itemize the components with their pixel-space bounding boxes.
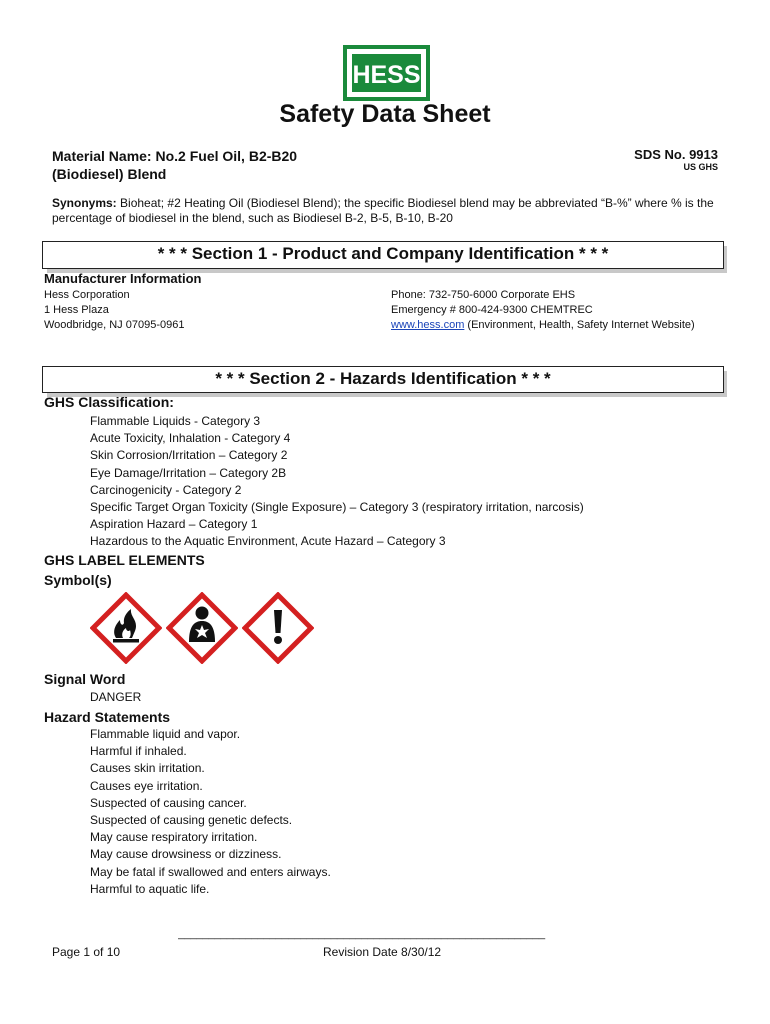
section1-header [42, 241, 724, 269]
flame-pictogram-icon [90, 592, 162, 664]
list-item: May cause drowsiness or dizziness. [90, 847, 282, 862]
list-item: Specific Target Organ Toxicity (Single Exposure) – Category 3 (respiratory irritation, narcosis) [90, 500, 584, 515]
symbols-heading: Symbol(s) [44, 572, 112, 588]
hazard-statements-heading: Hazard Statements [44, 709, 171, 725]
list-item: Harmful if inhaled. [90, 744, 187, 759]
address-line: Hess Corporation [44, 289, 130, 301]
page-number: Page 1 of 10 [52, 945, 121, 959]
list-item: Acute Toxicity, Inhalation - Category 4 [90, 431, 291, 446]
list-item: Causes skin irritation. [90, 761, 205, 776]
material-name [52, 147, 297, 183]
page-title: Safety Data Sheet [279, 100, 491, 128]
health-hazard-pictogram-icon [166, 592, 238, 664]
list-item: May be fatal if swallowed and enters airways. [90, 864, 331, 879]
section1-title: * * * Section 1 - Product and Company Identification * * * [157, 244, 609, 263]
list-item: Causes eye irritation. [90, 778, 203, 793]
signal-word-heading: Signal Word [44, 671, 126, 687]
ghs-classification-heading: GHS Classification: [44, 394, 174, 410]
revision-date: Revision Date 8/30/12 [323, 945, 442, 959]
emergency-phone: Emergency # 800-424-9300 CHEMTREC [391, 304, 593, 316]
synonyms-label: Synonyms: [52, 196, 117, 210]
list-item: Aspiration Hazard – Category 1 [90, 517, 258, 532]
hazard-statements-list [90, 726, 331, 898]
list-item: Harmful to aquatic life. [90, 881, 210, 896]
list-item: Flammable liquid and vapor. [90, 727, 241, 741]
synonyms-text: Bioheat; #2 Heating Oil (Biodiesel Blend); the specific Biodiesel blend may be abbreviated “B-%” where % is the percentage of biodiesel in the blend, such as Biodiesel B-2, B-5, B-10, B-20 [52, 196, 714, 225]
list-item: May cause respiratory irritation. [90, 830, 258, 845]
logo-text: HESS [352, 61, 421, 89]
section2-title: * * * Section 2 - Hazards Identification * * * [215, 369, 551, 388]
classification-list [90, 413, 584, 551]
manufacturer-address [44, 288, 184, 333]
material-name-line2: (Biodiesel) Blend [52, 166, 167, 182]
list-item: Suspected of causing cancer. [90, 795, 247, 810]
sds-number: SDS No. 9913 [634, 147, 718, 162]
website-link[interactable]: www.hess.com [391, 319, 465, 331]
exclamation-pictogram-icon [242, 592, 314, 664]
hess-logo [343, 45, 430, 101]
manufacturer-heading: Manufacturer Information [44, 271, 202, 286]
list-item: Suspected of causing genetic defects. [90, 813, 293, 828]
list-item: Hazardous to the Aquatic Environment, Acute Hazard – Category 3 [90, 534, 446, 549]
list-item: Flammable Liquids - Category 3 [90, 414, 261, 428]
list-item: Eye Damage/Irritation – Category 2B [90, 465, 287, 480]
address-line: Woodbridge, NJ 07095-0961 [44, 319, 185, 331]
website [391, 318, 695, 333]
label-elements-heading: GHS LABEL ELEMENTS [44, 552, 205, 568]
website-desc: (Environment, Health, Safety Internet Website) [464, 319, 695, 331]
footer-rule: ____________________________________________________________ [178, 928, 546, 940]
list-item: Carcinogenicity - Category 2 [90, 482, 242, 497]
address-line: 1 Hess Plaza [44, 304, 109, 316]
synonyms [52, 196, 724, 226]
list-item: Skin Corrosion/Irritation – Category 2 [90, 448, 288, 463]
sds-standard: US GHS [683, 162, 718, 172]
contact-info [391, 288, 695, 333]
phone: Phone: 732-750-6000 Corporate EHS [391, 289, 576, 301]
material-name-line1: Material Name: No.2 Fuel Oil, B2-B20 [52, 148, 298, 164]
section2-header [42, 366, 724, 393]
signal-word: DANGER [90, 690, 142, 704]
